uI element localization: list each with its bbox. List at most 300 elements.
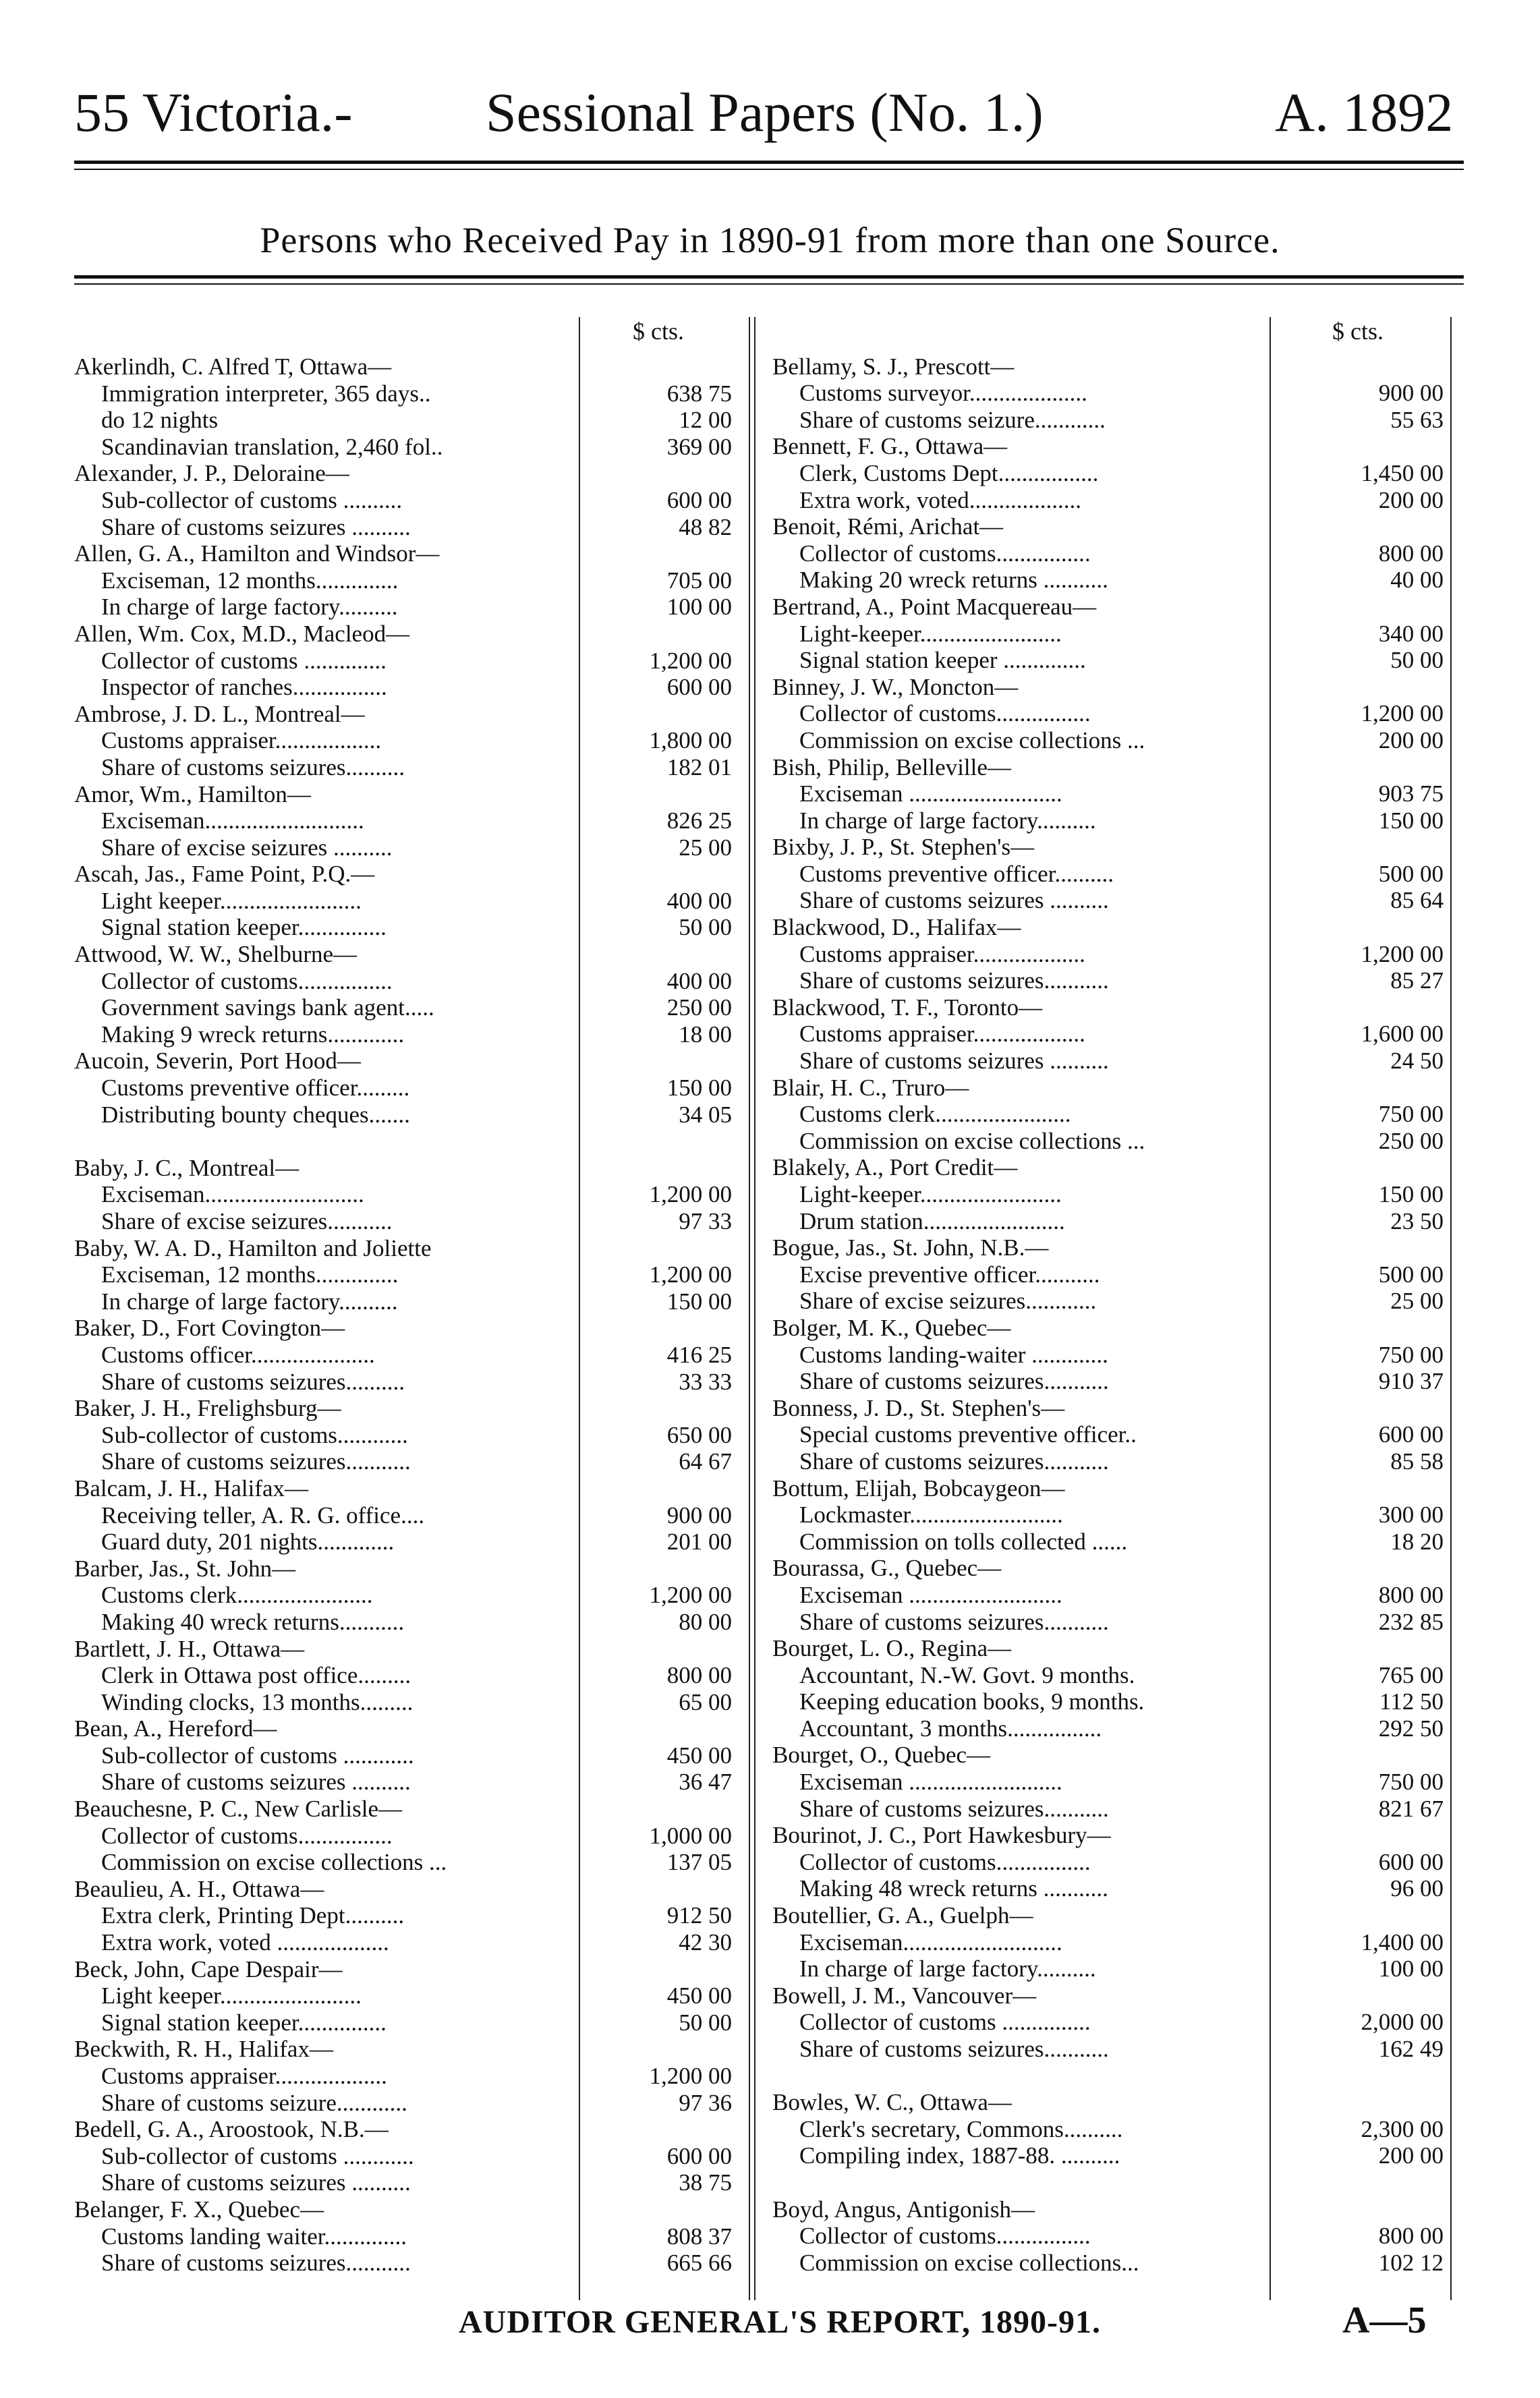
payment-description: Light keeper........................ — [101, 1982, 362, 2009]
payment-amount: 97 33 — [679, 1208, 732, 1234]
payment-amount: 25 00 — [679, 834, 732, 861]
entry-row — [74, 1181, 749, 1208]
entry-row — [74, 1261, 749, 1288]
person-name: Blakely, A., Port Credit— — [772, 1154, 1018, 1181]
entry-row — [74, 1102, 749, 1129]
person-name: Alexander, J. P., Deloraine— — [74, 460, 349, 487]
entry-row — [772, 2169, 1447, 2196]
center-rule — [754, 317, 755, 2300]
payment-description: Customs landing waiter.............. — [101, 2223, 407, 2250]
header-right: A. 1892 — [1275, 82, 1454, 143]
person-name: Amor, Wm., Hamilton— — [74, 780, 311, 807]
entry-row — [772, 540, 1447, 567]
header-rule-thick — [74, 161, 1464, 164]
payment-description: Exciseman........................... — [101, 807, 364, 834]
payment-description: Extra clerk, Printing Dept.......... — [101, 1902, 405, 1929]
entry-row — [74, 2250, 749, 2277]
entry-row — [74, 1982, 749, 2009]
payment-description: Collector of customs ............... — [799, 2009, 1091, 2036]
payment-amount: 821 67 — [1378, 1795, 1444, 1822]
entry-row — [74, 1769, 749, 1796]
entry-row — [772, 941, 1447, 968]
payment-amount: 18 20 — [1390, 1528, 1444, 1555]
payment-description: Collector of customs .............. — [101, 647, 387, 674]
person-name: Bourassa, G., Quebec— — [772, 1555, 1002, 1582]
person-name: Beauchesne, P. C., New Carlisle— — [74, 1796, 403, 1823]
entry-row — [772, 1128, 1447, 1155]
entry-row — [74, 1448, 749, 1475]
payment-amount: 42 30 — [679, 1929, 732, 1956]
entry-row — [772, 1234, 1447, 1261]
payment-amount: 80 00 — [679, 1608, 732, 1635]
entry-row — [772, 2116, 1447, 2143]
payment-description: Drum station........................ — [799, 1207, 1065, 1234]
entry-row — [74, 914, 749, 941]
payment-description: Share of customs seizures........... — [101, 1448, 411, 1475]
payment-description: Customs clerk....................... — [799, 1101, 1071, 1128]
payment-description: Customs surveyor.................... — [799, 380, 1087, 407]
entry-row — [74, 1075, 749, 1102]
payment-amount: 765 00 — [1378, 1661, 1444, 1688]
entry-row — [772, 326, 1447, 353]
payment-description: Signal station keeper .............. — [799, 647, 1086, 674]
entry-row — [772, 1208, 1447, 1235]
entry-row — [772, 1315, 1447, 1342]
payment-description: Commission on excise collections... — [799, 2249, 1139, 2276]
payment-description: Sub-collector of customs .......... — [101, 486, 403, 513]
payment-amount: 1,200 00 — [649, 1261, 732, 1288]
entry-row — [74, 567, 749, 594]
payment-description: Exciseman, 12 months.............. — [101, 567, 399, 594]
entry-row — [772, 1742, 1447, 1769]
payment-description: Share of excise seizures .......... — [101, 834, 393, 861]
payment-amount: 903 75 — [1378, 780, 1444, 807]
payment-amount: 400 00 — [666, 967, 732, 994]
person-name: Bennett, F. G., Ottawa— — [772, 433, 1008, 460]
payment-description: Commission on tolls collected ...... — [799, 1528, 1128, 1555]
payment-amount: 369 00 — [666, 433, 732, 460]
payment-description: Share of customs seizures........... — [799, 1795, 1109, 1822]
entry-row — [772, 1502, 1447, 1529]
payment-description: Customs appraiser.................. — [101, 727, 382, 754]
payment-description: Share of customs seizures........... — [799, 2036, 1109, 2062]
entry-row — [74, 1529, 749, 1555]
entry-row — [772, 407, 1447, 434]
payment-amount: 25 00 — [1390, 1288, 1444, 1315]
entry-row — [772, 727, 1447, 754]
payment-description: do 12 nights — [101, 407, 219, 434]
payment-amount: 1,200 00 — [1361, 700, 1444, 727]
entry-row — [772, 887, 1447, 914]
right-amount-rule-b — [1450, 317, 1452, 2300]
entry-row — [772, 1929, 1447, 1956]
payment-amount: 500 00 — [1378, 860, 1444, 887]
person-name: Barber, Jas., St. John— — [74, 1555, 296, 1582]
payment-amount: 292 50 — [1378, 1715, 1444, 1742]
payment-amount: 1,200 00 — [649, 647, 732, 674]
payment-description: Share of customs seizures.......... — [101, 753, 405, 780]
entry-row — [772, 1982, 1447, 2009]
payment-amount: 600 00 — [1378, 1848, 1444, 1875]
payment-description: Exciseman........................... — [799, 1929, 1062, 1955]
entry-row — [74, 1662, 749, 1689]
entry-row — [772, 2196, 1447, 2223]
entry-row — [772, 2089, 1447, 2116]
title-rule-thin — [74, 283, 1464, 285]
payment-amount: 200 00 — [1378, 486, 1444, 513]
payment-description: In charge of large factory.......... — [799, 807, 1096, 834]
entry-row — [74, 353, 749, 380]
person-name: Beaulieu, A. H., Ottawa— — [74, 1875, 324, 1902]
person-name: Ascah, Jas., Fame Point, P.Q.— — [74, 861, 375, 888]
payment-description: Collector of customs................ — [799, 700, 1091, 727]
payment-description: Government savings bank agent..... — [101, 994, 434, 1021]
payment-description: Customs landing-waiter ............. — [799, 1341, 1108, 1368]
payment-amount: 48 82 — [679, 513, 732, 540]
entry-row — [772, 1555, 1447, 1582]
payment-amount: 912 50 — [666, 1902, 732, 1929]
entry-row — [74, 1395, 749, 1422]
payment-description: Extra work, voted................... — [799, 486, 1081, 513]
payment-amount: 24 50 — [1390, 1048, 1444, 1075]
entry-row — [74, 1823, 749, 1850]
payment-description: Share of customs seizure............ — [101, 2089, 407, 2116]
payment-amount: 85 58 — [1390, 1448, 1444, 1475]
payment-amount: 150 00 — [666, 1075, 732, 1102]
entry-row — [74, 941, 749, 968]
entry-row — [772, 1075, 1447, 1102]
entry-row — [772, 1288, 1447, 1315]
payment-amount: 33 33 — [679, 1368, 732, 1395]
payment-amount: 750 00 — [1378, 1341, 1444, 1368]
person-name: Bourget, O., Quebec— — [772, 1742, 991, 1769]
payment-description: Clerk, Customs Dept................. — [799, 459, 1099, 486]
person-name: Bottum, Elijah, Bobcaygeon— — [772, 1475, 1065, 1502]
entry-row — [74, 1475, 749, 1502]
entry-row — [74, 1956, 749, 1983]
person-name: Bertrand, A., Point Macquereau— — [772, 593, 1097, 620]
entry-row — [74, 2169, 749, 2196]
person-name: Boyd, Angus, Antigonish— — [772, 2196, 1035, 2223]
payment-amount: 665 66 — [666, 2250, 732, 2277]
payment-amount: 34 05 — [679, 1101, 732, 1128]
payment-description: Light-keeper........................ — [799, 1181, 1062, 1207]
payment-description: Collector of customs................ — [799, 540, 1091, 567]
payment-description: Light keeper........................ — [101, 887, 362, 914]
entry-row — [772, 1662, 1447, 1689]
person-name: Bourinot, J. C., Port Hawkesbury— — [772, 1822, 1111, 1849]
payment-description: Excise preventive officer........... — [799, 1261, 1100, 1288]
person-name: Attwood, W. W., Shelburne— — [74, 941, 358, 968]
entry-row — [772, 2036, 1447, 2063]
entry-row — [74, 2223, 749, 2250]
payment-amount: 36 47 — [679, 1769, 732, 1796]
entry-row — [74, 1555, 749, 1582]
payment-amount: 64 67 — [679, 1448, 732, 1475]
payment-description: Share of customs seizures........... — [799, 1368, 1109, 1395]
person-name: Baker, D., Fort Covington— — [74, 1315, 345, 1342]
entry-row — [74, 1128, 749, 1155]
payment-amount: 85 64 — [1390, 887, 1444, 914]
entry-row — [74, 1048, 749, 1075]
payment-description: Customs appraiser................... — [799, 1021, 1085, 1048]
entry-row — [772, 1902, 1447, 1929]
entry-row — [772, 594, 1447, 621]
entry-row — [74, 1288, 749, 1315]
payment-amount: 162 49 — [1378, 2036, 1444, 2062]
payment-description: Share of customs seizures .......... — [799, 887, 1109, 914]
payment-amount: 900 00 — [666, 1502, 732, 1529]
entry-row — [772, 1181, 1447, 1208]
payment-description: Exciseman........................... — [101, 1181, 364, 1208]
person-name: Bartlett, J. H., Ottawa— — [74, 1635, 305, 1662]
entry-row — [772, 1342, 1447, 1369]
person-name: Bogue, Jas., St. John, N.B.— — [772, 1234, 1049, 1261]
payment-description: Collector of customs................ — [101, 1822, 393, 1849]
payment-description: Signal station keeper............... — [101, 2009, 387, 2036]
payment-amount: 200 00 — [1378, 726, 1444, 753]
entry-row — [74, 1742, 749, 1769]
payment-amount: 250 00 — [666, 994, 732, 1021]
entry-row — [74, 648, 749, 675]
payment-amount: 65 00 — [679, 1688, 732, 1715]
entry-row — [772, 1688, 1447, 1715]
payment-amount: 808 37 — [666, 2223, 732, 2250]
entry-row — [772, 1021, 1447, 1048]
payment-amount: 800 00 — [1378, 540, 1444, 567]
payment-description: Share of customs seizures.......... — [101, 1368, 405, 1395]
payment-amount: 100 00 — [1378, 1955, 1444, 1982]
left-amount-rule-b — [749, 317, 750, 2300]
entry-row — [74, 434, 749, 461]
payment-amount: 85 27 — [1390, 967, 1444, 994]
person-name: Beckwith, R. H., Halifax— — [74, 2036, 333, 2063]
entry-row — [74, 1636, 749, 1663]
person-name: Akerlindh, C. Alfred T, Ottawa— — [74, 353, 392, 380]
entry-row — [74, 701, 749, 728]
payment-amount: 112 50 — [1379, 1688, 1444, 1715]
entry-row — [772, 1101, 1447, 1128]
payment-description: Making 48 wreck returns ........... — [799, 1875, 1108, 1902]
entry-row — [772, 1849, 1447, 1876]
entry-row — [772, 1582, 1447, 1609]
payment-amount: 600 00 — [1378, 1421, 1444, 1448]
payment-amount: 340 00 — [1378, 620, 1444, 647]
payment-amount: 2,300 00 — [1361, 2115, 1444, 2142]
entry-row — [74, 1021, 749, 1048]
entry-row — [772, 2250, 1447, 2277]
payment-description: Customs preventive officer.......... — [799, 860, 1114, 887]
payment-description: Making 40 wreck returns........... — [101, 1608, 405, 1635]
entry-row — [74, 807, 749, 834]
entry-row — [74, 380, 749, 407]
entry-row — [74, 834, 749, 861]
payment-description: Winding clocks, 13 months......... — [101, 1688, 413, 1715]
payment-amount: 750 00 — [1378, 1769, 1444, 1796]
payment-amount: 150 00 — [666, 1288, 732, 1315]
payment-description: Exciseman .......................... — [799, 780, 1062, 807]
entry-row — [772, 700, 1447, 727]
entry-row — [772, 1955, 1447, 1982]
person-name: Blackwood, D., Halifax— — [772, 914, 1021, 941]
payment-amount: 137 05 — [666, 1849, 732, 1876]
entry-row — [772, 1635, 1447, 1662]
payment-description: Share of customs seizures........... — [101, 2250, 411, 2277]
person-name: Benoit, Rémi, Arichat— — [772, 513, 1004, 540]
payment-description: Customs clerk....................... — [101, 1582, 373, 1609]
entry-row — [74, 2196, 749, 2223]
person-name: Allen, Wm. Cox, M.D., Macleod— — [74, 620, 410, 647]
payment-amount: 40 00 — [1390, 567, 1444, 594]
payment-description: Share of customs seizures .......... — [101, 1769, 411, 1796]
payment-description: Inspector of ranches................ — [101, 674, 387, 701]
entry-row — [772, 1448, 1447, 1475]
payment-description: Extra work, voted ................... — [101, 1929, 389, 1956]
entry-row — [772, 2223, 1447, 2250]
entry-row — [74, 1235, 749, 1262]
entry-row — [772, 914, 1447, 941]
payment-description: Share of customs seizures .......... — [101, 2169, 411, 2196]
entry-row — [772, 674, 1447, 701]
payment-amount: 23 50 — [1390, 1207, 1444, 1234]
entry-row — [772, 2009, 1447, 2036]
payment-amount: 1,800 00 — [649, 727, 732, 754]
person-name: Bowles, W. C., Ottawa— — [772, 2089, 1012, 2116]
payment-description: Collector of customs................ — [799, 1848, 1091, 1875]
payment-description: In charge of large factory.......... — [101, 594, 398, 621]
payment-description: Accountant, 3 months................ — [799, 1715, 1102, 1742]
payment-amount: 100 00 — [666, 594, 732, 621]
payment-amount: 201 00 — [666, 1529, 732, 1555]
entry-row — [772, 1475, 1447, 1502]
entry-row — [74, 1929, 749, 1956]
page-title: Persons who Received Pay in 1890-91 from more than one Source. — [260, 220, 1280, 260]
payment-description: Exciseman .......................... — [799, 1581, 1062, 1608]
payment-description: Customs preventive officer......... — [101, 1075, 410, 1102]
payment-description: Keeping education books, 9 months. — [799, 1688, 1145, 1715]
payment-description: Immigration interpreter, 365 days.. — [101, 380, 431, 407]
payment-description: Exciseman .......................... — [799, 1769, 1062, 1796]
payment-description: Sub-collector of customs ............ — [101, 2142, 414, 2169]
payment-amount: 18 00 — [679, 1021, 732, 1048]
left-amount-rule-a — [579, 317, 580, 2300]
entry-row — [772, 647, 1447, 674]
payment-amount: 800 00 — [666, 1662, 732, 1689]
payment-amount: 800 00 — [1378, 1581, 1444, 1608]
payment-description: Making 20 wreck returns ........... — [799, 567, 1108, 594]
payment-amount: 500 00 — [1378, 1261, 1444, 1288]
page-number: A—5 — [1342, 2300, 1427, 2341]
payment-amount: 1,200 00 — [649, 1181, 732, 1208]
payment-description: Receiving teller, A. R. G. office.... — [101, 1502, 425, 1529]
left-entries — [74, 353, 749, 2277]
payment-description: Share of customs seizures........... — [799, 1448, 1109, 1475]
entry-row — [74, 754, 749, 781]
payment-amount: 910 37 — [1378, 1368, 1444, 1395]
entry-row — [772, 433, 1447, 460]
entry-row — [74, 1315, 749, 1342]
left-unit-label: $ cts. — [633, 318, 684, 345]
payment-description: Share of customs seizure............ — [799, 406, 1106, 433]
entry-row — [74, 1155, 749, 1182]
person-name: Beck, John, Cape Despair— — [74, 1955, 343, 1982]
entry-row — [74, 407, 749, 434]
payment-description: Sub-collector of customs............ — [101, 1421, 408, 1448]
entry-row — [74, 2009, 749, 2036]
person-name: Bean, A., Hereford— — [74, 1715, 277, 1742]
entry-row — [74, 2090, 749, 2117]
entry-row — [74, 1582, 749, 1609]
entry-row — [772, 967, 1447, 994]
person-name: Balcam, J. H., Halifax— — [74, 1475, 308, 1502]
payment-amount: 150 00 — [1378, 1181, 1444, 1207]
payment-description: Light-keeper........................ — [799, 620, 1062, 647]
entry-row — [74, 1369, 749, 1396]
payment-amount: 638 75 — [666, 380, 732, 407]
entry-row — [772, 1368, 1447, 1395]
entry-row — [772, 807, 1447, 834]
payment-description: Commission on excise collections ... — [799, 1127, 1145, 1154]
payment-description: Collector of customs................ — [101, 967, 393, 994]
entry-row — [74, 514, 749, 541]
person-name: Allen, G. A., Hamilton and Windsor— — [74, 540, 440, 567]
entry-row — [772, 1261, 1447, 1288]
entry-row — [772, 2142, 1447, 2169]
entry-row — [772, 994, 1447, 1021]
payment-amount: 600 00 — [666, 674, 732, 701]
payment-amount: 800 00 — [1378, 2223, 1444, 2250]
entry-row — [74, 594, 749, 621]
payment-amount: 750 00 — [1378, 1101, 1444, 1128]
entry-row — [74, 994, 749, 1021]
payment-description: Compiling index, 1887-88. .......... — [799, 2142, 1120, 2169]
entry-row — [74, 2063, 749, 2090]
entry-row — [772, 567, 1447, 594]
payment-description: Exciseman, 12 months.............. — [101, 1261, 399, 1288]
person-name: Baker, J. H., Frelighsburg— — [74, 1395, 341, 1422]
payment-description: Sub-collector of customs ............ — [101, 1742, 414, 1769]
payment-amount: 1,600 00 — [1361, 1021, 1444, 1048]
person-name: Bixby, J. P., St. Stephen's— — [772, 834, 1035, 861]
payment-description: In charge of large factory.......... — [101, 1288, 398, 1315]
payment-description: In charge of large factory.......... — [799, 1955, 1096, 1982]
person-name: Baby, J. C., Montreal— — [74, 1154, 300, 1181]
payment-amount: 102 12 — [1378, 2249, 1444, 2276]
report-footer: AUDITOR GENERAL'S REPORT, 1890-91. — [459, 2304, 1101, 2340]
person-name: Bedell, G. A., Aroostook, N.B.— — [74, 2116, 389, 2143]
right-unit-label: $ cts. — [1332, 318, 1384, 345]
payment-amount: 1,400 00 — [1361, 1929, 1444, 1955]
entry-row — [772, 353, 1447, 380]
payment-description: Commission on excise collections ... — [799, 726, 1145, 753]
payment-amount: 416 25 — [666, 1341, 732, 1368]
payment-description: Making 9 wreck returns............. — [101, 1021, 405, 1048]
payment-amount: 826 25 — [666, 807, 732, 834]
entry-row — [74, 1502, 749, 1529]
entry-row — [74, 888, 749, 915]
entry-row — [772, 861, 1447, 888]
entry-row — [74, 2036, 749, 2063]
payment-amount: 1,200 00 — [649, 2063, 732, 2089]
person-name: Aucoin, Severin, Port Hood— — [74, 1048, 361, 1075]
entry-row — [74, 460, 749, 487]
person-name: Bowell, J. M., Vancouver— — [772, 1982, 1037, 2009]
payment-amount: 450 00 — [666, 1982, 732, 2009]
person-name: Baby, W. A. D., Hamilton and Joliette — [74, 1234, 432, 1261]
payment-amount: 55 63 — [1390, 406, 1444, 433]
entry-row — [772, 460, 1447, 487]
title-rule-thick — [74, 275, 1464, 279]
